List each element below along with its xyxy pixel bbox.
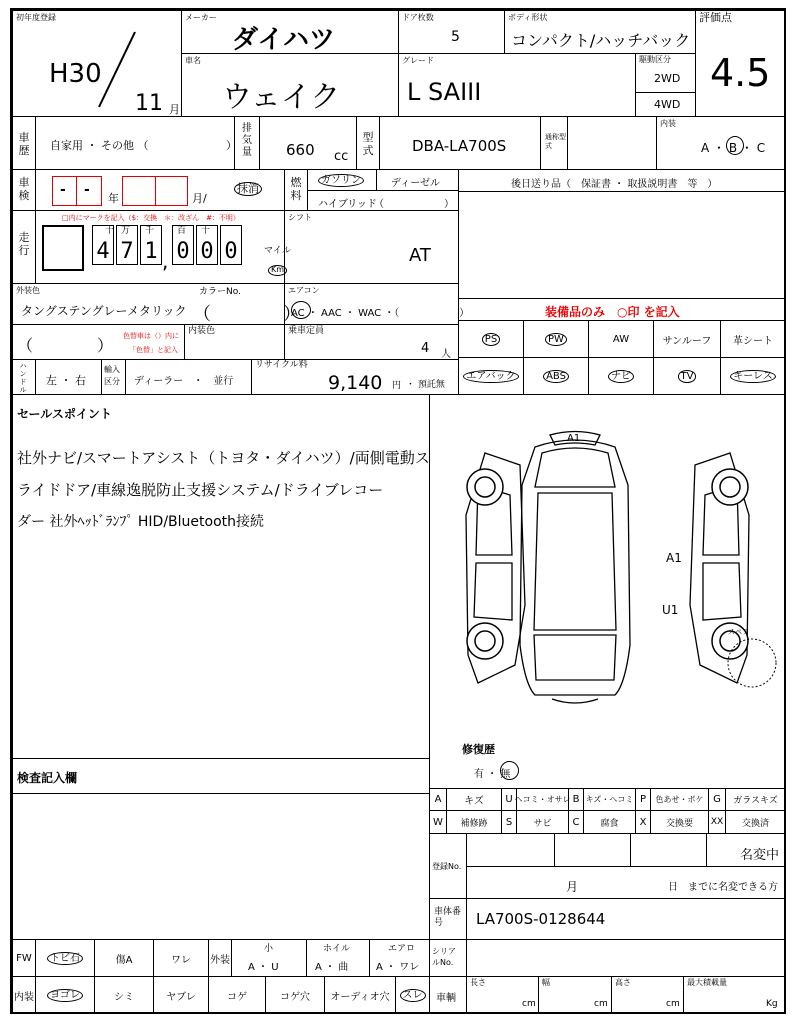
- chassis-value: LA700S-0128644: [476, 910, 606, 928]
- first-registration-cell: [12, 10, 182, 117]
- score-cell: [695, 10, 786, 117]
- displacement-label: 排気量: [242, 123, 252, 158]
- drive-2wd: 2WD: [654, 72, 681, 85]
- odo-comma: ,: [162, 249, 169, 273]
- gasoline-cell: [307, 169, 377, 191]
- paren-right: ）: [97, 336, 114, 355]
- grade-value: L SAIII: [407, 78, 482, 106]
- inspection-label: 車検: [18, 176, 30, 202]
- mileage-note: □内にマークを記入（$：交換 ＊：改ざん #：不明）: [62, 214, 240, 222]
- legend-code: G: [708, 788, 726, 811]
- odo-digit-5: 十 0: [196, 225, 218, 265]
- spare-label: スペア: [728, 628, 749, 636]
- capacity-label: 乗車定員: [288, 326, 325, 336]
- exterior-label: 外装色: [16, 286, 40, 295]
- inspection-label-cell: [12, 169, 36, 211]
- repair-label: 修復歴: [462, 743, 495, 756]
- chassis-cell: [429, 898, 786, 940]
- import-label: 輸入区分: [104, 365, 120, 386]
- hybrid-paren: （ ）: [374, 199, 454, 210]
- legend-code: XX: [708, 810, 726, 834]
- model-label-cell: [356, 116, 380, 170]
- legend-desc: 交換要: [650, 810, 709, 834]
- mileage-label: 走行: [18, 231, 30, 257]
- car-diagram-svg: [430, 395, 785, 725]
- reg-month: 11: [135, 91, 163, 116]
- serial-label: シリアルNo.: [432, 947, 456, 967]
- ext-wheel-cell: [306, 939, 370, 977]
- drive-4wd: 4WD: [654, 98, 681, 111]
- maker-label: メーカー: [185, 13, 217, 22]
- unit-mile: マイル: [264, 246, 291, 256]
- recycle-deposit: ・ 預託無: [406, 380, 445, 390]
- int-burn: コゲ: [208, 976, 266, 1014]
- top-rear-bumper: [552, 699, 598, 703]
- body-value: コンパクト/ハッチバック: [511, 31, 691, 50]
- model-value: DBA-LA700S: [412, 137, 507, 155]
- import-label-cell: [101, 359, 126, 395]
- doors-value: 5: [451, 29, 460, 45]
- odometer: [92, 225, 262, 271]
- gasoline: ガソリン: [318, 174, 364, 187]
- mark-u1: U1: [662, 603, 679, 617]
- car-name-label: 車名: [185, 56, 201, 65]
- equip-airbag: エアバック: [458, 357, 524, 395]
- legend-code: A: [429, 788, 447, 811]
- fuel-label-cell: [284, 169, 308, 211]
- color-no-paren: （ ）: [193, 304, 301, 325]
- interior-options: A ・ B ・ C: [701, 141, 766, 155]
- fw-scratch: 傷A: [94, 939, 154, 977]
- load-label: 最大積載量: [687, 978, 727, 987]
- displacement-label-cell: [234, 116, 260, 170]
- car-diagram-panel: [429, 394, 786, 789]
- inspector-title: 検査記入欄: [17, 771, 78, 785]
- exterior-color-cell: [12, 283, 301, 325]
- ext-aero-value: A ・ ワレ: [376, 962, 420, 973]
- month-suffix: 月: [169, 103, 180, 116]
- capacity-value: 4: [421, 341, 430, 356]
- ref-label-cell: [540, 116, 568, 170]
- import-value: ディーラー ・ 並行: [134, 376, 234, 387]
- score-label: 評価点: [699, 11, 732, 24]
- ext-aero-cell: [369, 939, 430, 977]
- equip-pw: PW: [523, 320, 589, 358]
- ac-label: エアコン: [288, 286, 320, 295]
- legend-desc: ヘコミ・オサレ: [516, 788, 569, 811]
- odo-digit-3: 千 1: [140, 225, 162, 265]
- repair-none-circle: [500, 761, 519, 780]
- legend-desc: ガラスキズ: [725, 788, 786, 811]
- recycle-cell: [251, 359, 459, 395]
- color-change-note-1: 色替車は（）内に: [123, 332, 179, 340]
- cc-unit: cc: [334, 149, 349, 164]
- recycle-unit: 円: [392, 381, 402, 391]
- mark-a1-side: A1: [666, 551, 682, 565]
- capacity-unit: 人: [441, 349, 451, 360]
- legend-code: C: [568, 810, 584, 834]
- drive-label: 駆動区分: [639, 55, 671, 64]
- legend-desc: 交換済: [725, 810, 786, 834]
- interior-color-cell: [184, 324, 285, 360]
- legend-code: P: [635, 788, 651, 811]
- color-no-label: カラーNo.: [199, 287, 241, 297]
- displacement-value: 660: [286, 141, 315, 159]
- score-value: 4.5: [710, 51, 771, 95]
- grade-label: グレード: [402, 56, 434, 65]
- ac-selected-circle: [291, 301, 311, 319]
- odo-digit-0: [42, 225, 84, 271]
- drive-cell: [635, 53, 696, 117]
- diesel-cell: [376, 169, 459, 191]
- history-value: 自家用 ・ その他 （: [50, 139, 149, 152]
- displacement-cell: [259, 116, 357, 170]
- sales-line-1: 社外ナビ/スマートアシスト（トヨタ・ダイハツ）/両側電動ス: [17, 449, 430, 467]
- legend-desc: 腐食: [583, 810, 636, 834]
- interior-label: 内装: [660, 119, 676, 128]
- equipment-title-cell: [458, 298, 786, 321]
- capacity-cell: [284, 324, 459, 360]
- insp-month-suffix: 月/: [192, 192, 207, 205]
- handle-value: 左 ・ 右: [46, 374, 86, 387]
- doors-label: ドア枚数: [402, 13, 434, 22]
- interior-grade-cell: [656, 116, 786, 170]
- ext-small-cell: [231, 939, 307, 977]
- reg-day-note: 日 までに名変できる方: [668, 882, 778, 893]
- recycle-label: リサイクル料: [255, 360, 308, 370]
- int-dirt: ヨゴレ: [35, 976, 95, 1014]
- later-docs-cell: [458, 169, 786, 299]
- fw-chip: トビ石: [35, 939, 95, 977]
- handle-cell: [35, 359, 102, 395]
- equipment-title: 装備品のみ ○印 を記入: [545, 305, 680, 319]
- inspection-cell: [35, 169, 285, 211]
- car-name-value: ウェイク: [222, 80, 341, 115]
- int-tear: ヤブレ: [153, 976, 209, 1014]
- maker-cell: [181, 10, 399, 54]
- repair-value: 有 ・ 無: [474, 769, 511, 780]
- left-window-rear: [474, 563, 512, 620]
- length-label: 長さ: [470, 978, 486, 987]
- equip-abs: ABS: [523, 357, 589, 395]
- color-change-cell: [12, 324, 185, 360]
- ref-label: 通称型式: [545, 133, 566, 150]
- equip-leather: 革シート: [720, 320, 786, 358]
- model-label: 型式: [362, 131, 374, 157]
- legend-code: B: [568, 788, 584, 811]
- legend-desc: 補修跡: [446, 810, 502, 834]
- int-audio-hole: オーディオ穴: [324, 976, 396, 1014]
- legend-code: U: [501, 788, 517, 811]
- ac-options: AC ・ AAC ・ WAC ・（ ）: [291, 308, 470, 319]
- shift-cell: [284, 210, 459, 284]
- ext-wheel-label: ホイル: [323, 944, 351, 954]
- history-value-cell: [35, 116, 235, 170]
- hybrid-cell: [307, 190, 459, 211]
- top-rear: [534, 635, 616, 680]
- unit-km: Km: [268, 265, 287, 276]
- equip-ps: PS: [458, 320, 524, 358]
- name-change: 名変中: [740, 848, 780, 863]
- length-unit: cm: [522, 999, 536, 1009]
- shift-value: AT: [409, 245, 431, 266]
- odo-digit-2: 万 7: [116, 225, 138, 265]
- ext-aero-label: エアロ: [388, 944, 416, 954]
- spare-tire: [728, 639, 776, 687]
- chassis-label: 車体番号: [434, 907, 462, 928]
- fuel-label: 燃料: [290, 176, 302, 202]
- history-label-cell: [12, 116, 36, 170]
- legend-code: W: [429, 810, 447, 834]
- insp-dash-1: -: [60, 182, 66, 198]
- ext-small-value: A ・ U: [248, 962, 279, 973]
- handle-label-cell: [12, 359, 36, 395]
- later-docs: 後日送り品（ 保証書 ・ 取扱説明書 等 ）: [511, 179, 718, 190]
- sales-point-panel: [12, 394, 430, 759]
- first-reg-label: 初年度登録: [16, 13, 56, 22]
- history-label: 車歴: [18, 131, 30, 157]
- ext-label: 外装: [208, 939, 232, 977]
- int-burn-hole: コゲ穴: [265, 976, 325, 1014]
- height-label: 高さ: [615, 978, 631, 987]
- equip-sunroof: サンルーフ: [653, 320, 721, 358]
- diesel: ディーゼル: [391, 178, 440, 189]
- width-unit: cm: [594, 999, 608, 1009]
- odo-digit-6: 0: [220, 225, 242, 265]
- handle-label: ハンドル: [19, 362, 27, 394]
- era-year: H30: [49, 59, 102, 89]
- serial-cell: [429, 939, 786, 977]
- reg-month-label: 月: [566, 880, 579, 894]
- interior-selected-circle: [726, 136, 744, 155]
- legend-code: X: [635, 810, 651, 834]
- height-unit: cm: [666, 999, 680, 1009]
- width-label: 幅: [542, 978, 550, 987]
- mileage-label-cell: [12, 210, 36, 284]
- hybrid: ハイブリッド: [318, 199, 377, 210]
- ref-cell: [567, 116, 657, 170]
- top-windshield: [535, 448, 615, 487]
- fw-label: FW: [12, 939, 36, 977]
- dimensions-cell: [429, 976, 786, 1014]
- load-unit: Kg: [766, 999, 778, 1009]
- equip-navi: ナビ: [588, 357, 654, 395]
- history-close: ）: [226, 139, 237, 152]
- insp-dash-2: -: [84, 182, 90, 198]
- dims-label: 車輌: [436, 993, 456, 1004]
- top-roof: [534, 493, 616, 630]
- legend-desc: 色あせ・ボケ: [650, 788, 709, 811]
- paren-left: （: [17, 336, 34, 355]
- legend-desc: サビ: [516, 810, 569, 834]
- color-change-note-2: 「色替」と記入: [129, 346, 178, 354]
- equip-keyless: キーレス: [720, 357, 786, 395]
- grade-cell: [398, 53, 636, 117]
- ext-wheel-value: A ・ 曲: [315, 962, 349, 973]
- shift-label: シフト: [288, 213, 312, 222]
- sales-title: セールスポイント: [17, 407, 112, 421]
- odo-digit-4: 百 0: [172, 225, 194, 265]
- right-window-rear: [703, 563, 741, 620]
- ext-small-label: 小: [264, 944, 274, 954]
- doors-cell: [398, 10, 505, 54]
- ac-cell: [284, 283, 470, 325]
- sales-line-3: ダー 社外ﾍｯﾄﾞﾗﾝﾌﾟ HID/Bluetooth接続: [17, 514, 265, 530]
- insp-year-suffix: 年: [108, 192, 119, 205]
- int-stain: シミ: [94, 976, 154, 1014]
- maker-value: ダイハツ: [232, 25, 335, 55]
- sales-line-2: ライドドア/車線逸脱防止支援システム/ドライブレコー: [17, 481, 384, 499]
- legend-desc: キズ: [446, 788, 502, 811]
- mileage-cell: [35, 210, 291, 284]
- registration-cell: [429, 833, 786, 899]
- int-label: 内装: [12, 976, 36, 1014]
- legend-desc: キズ・ヘコミ: [583, 788, 636, 811]
- equip-aw: AW: [588, 320, 654, 358]
- auction-sheet: [10, 8, 786, 1014]
- import-cell: [125, 359, 252, 395]
- registration-label: 登録No.: [432, 862, 462, 871]
- legend-code: S: [501, 810, 517, 834]
- insp-expired: 抹消: [234, 182, 262, 196]
- model-cell: [379, 116, 541, 170]
- equip-tv: TV: [653, 357, 721, 395]
- int-rub: スレ: [395, 976, 430, 1014]
- inspector-panel: [12, 758, 430, 940]
- interior-color-label: 内装色: [188, 326, 216, 336]
- odo-digit-1: 十 4: [92, 225, 114, 265]
- body-cell: [504, 10, 696, 54]
- recycle-value: 9,140: [328, 372, 383, 394]
- body-label: ボディ形状: [508, 13, 548, 22]
- fw-crack: ワレ: [153, 939, 209, 977]
- car-name-cell: [181, 53, 399, 117]
- mark-a1-top: A1: [567, 433, 581, 444]
- exterior-value: タングステングレーメタリック: [21, 304, 187, 318]
